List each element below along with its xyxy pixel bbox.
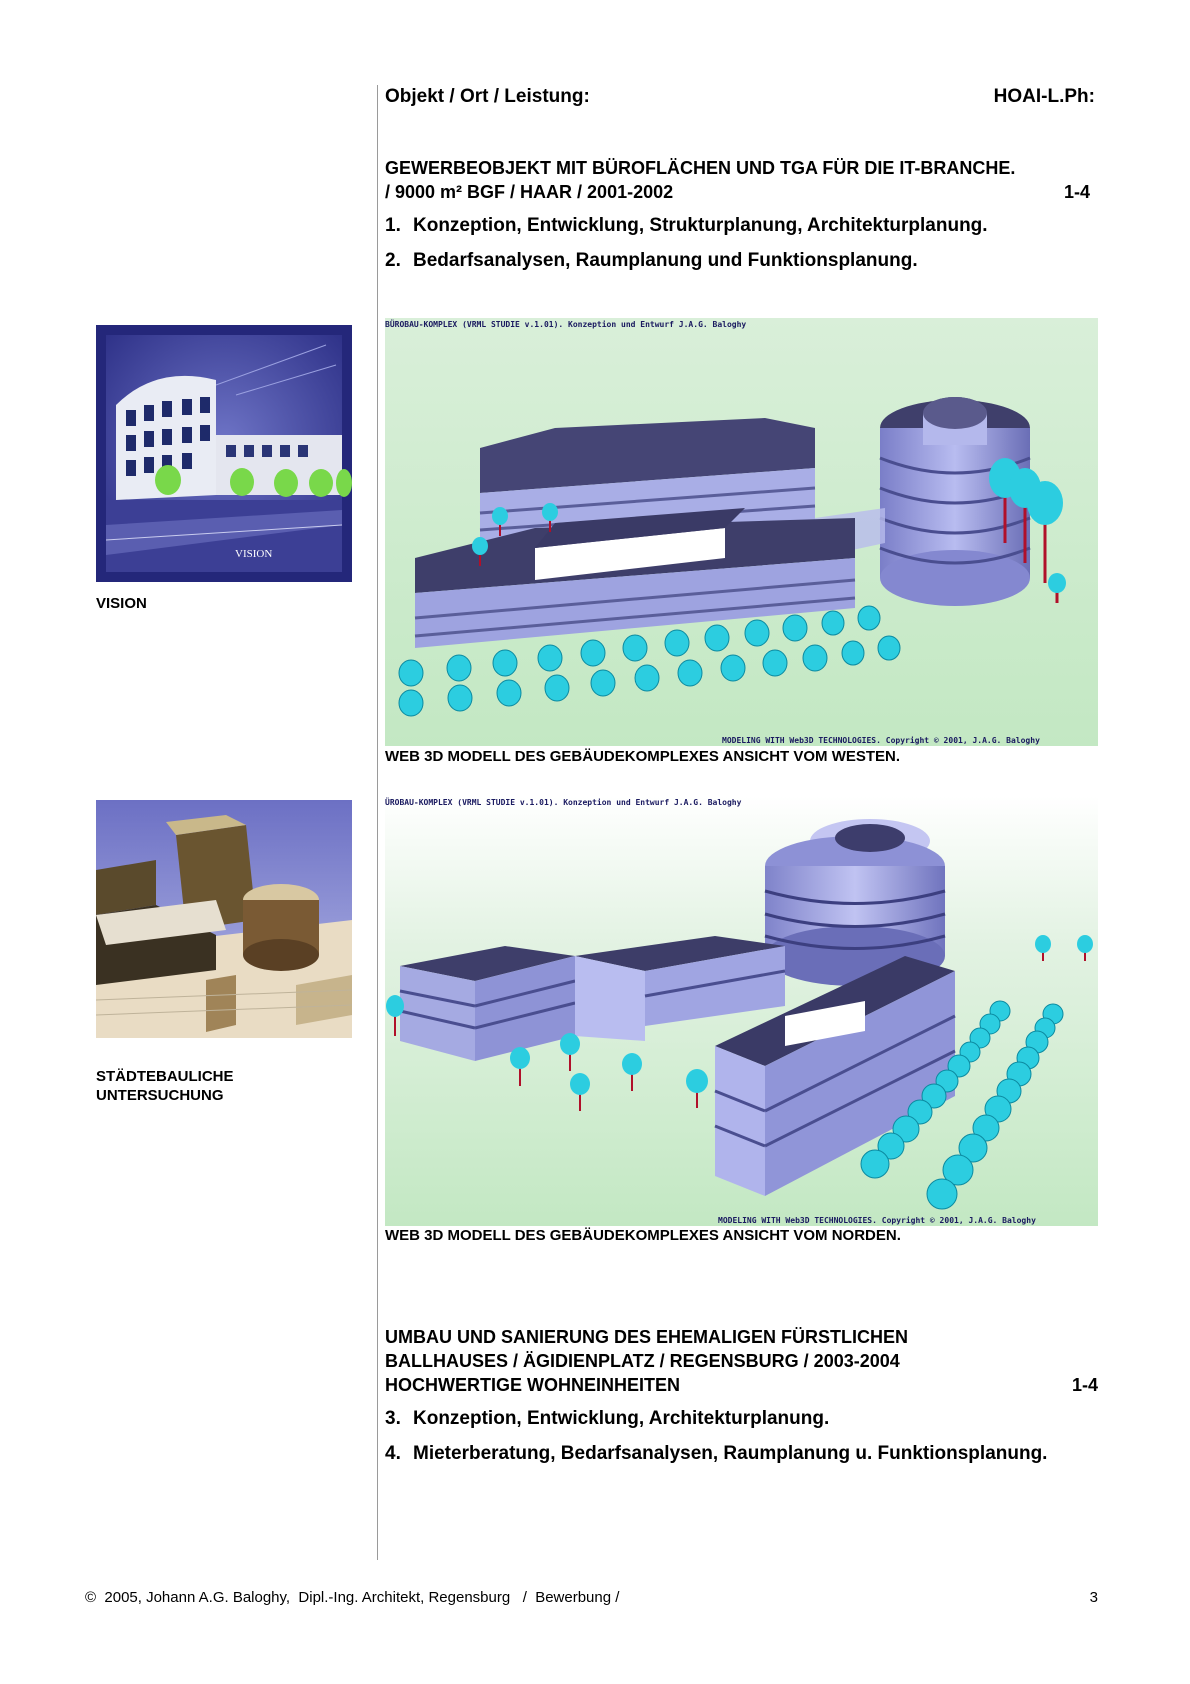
header-right-label: HOAI-L.Ph: [993, 86, 1095, 107]
render-west-bottom-text: MODELING WITH Web3D TECHNOLOGIES. Copyright © 2001, J.A.G. Baloghy [722, 736, 1040, 745]
header-left-label: Objekt / Ort / Leistung: [385, 86, 590, 107]
web3d-render-north [385, 796, 1098, 1226]
item-text: Konzeption, Entwicklung, Architekturplanung. [413, 1408, 830, 1429]
urban-study-caption-line2: UNTERSUCHUNG [96, 1087, 224, 1104]
project1-item-1 [385, 215, 988, 237]
project1-item-2 [385, 250, 918, 272]
project1-title-line2: / 9000 m² BGF / HAAR / 2001-2002 [385, 182, 674, 202]
project1-title-line1: GEWERBEOBJEKT MIT BÜROFLÄCHEN UND TGA FÜR DIE IT-BRANCHE. [385, 158, 1016, 178]
project2-title-line2: BALLHAUSES / ÄGIDIENPLATZ / REGENSBURG / 2003-2004 [385, 1351, 900, 1371]
render-north-caption: WEB 3D MODELL DES GEBÄUDEKOMPLEXES ANSICHT VOM NORDEN. [385, 1227, 901, 1244]
item-number: 1. [385, 215, 401, 236]
item-number: 4. [385, 1443, 401, 1464]
footer-text: © 2005, Johann A.G. Baloghy, Dipl.-Ing. Architekt, Regensburg / Bewerbung / [85, 1589, 620, 1606]
item-number: 3. [385, 1408, 401, 1429]
item-text: Mieterberatung, Bedarfsanalysen, Raumplanung u. Funktionsplanung. [413, 1443, 1048, 1464]
project2-title-line3: HOCHWERTIGE WOHNEINHEITEN [385, 1375, 680, 1395]
urban-study-caption [96, 1067, 234, 1105]
render-north-bottom-text: MODELING WITH Web3D TECHNOLOGIES. Copyright © 2001, J.A.G. Baloghy [718, 1216, 1036, 1225]
project2-item-4 [385, 1443, 1047, 1465]
item-text: Konzeption, Entwicklung, Strukturplanung, Architekturplanung. [413, 215, 988, 236]
project1-title [385, 156, 1090, 204]
vision-caption: VISION [96, 595, 147, 612]
project2-title-line1: UMBAU UND SANIERUNG DES EHEMALIGEN FÜRSTLICHEN [385, 1327, 909, 1347]
web3d-render-west [385, 318, 1098, 746]
item-number: 2. [385, 250, 401, 271]
vision-image [96, 325, 352, 582]
project2-title [385, 1325, 1098, 1397]
urban-study-image [96, 800, 352, 1038]
render-west-top-text: BÜROBAU-KOMPLEX (VRML STUDIE v.1.01). Konzeption und Entwurf J.A.G. Baloghy [385, 320, 747, 329]
urban-study-caption-line1: STÄDTEBAULICHE [96, 1068, 234, 1085]
vision-overlay-text: VISION [235, 548, 273, 560]
render-west-caption: WEB 3D MODELL DES GEBÄUDEKOMPLEXES ANSICHT VOM WESTEN. [385, 748, 901, 765]
project1-phase: 1-4 [1063, 182, 1090, 202]
render-north-top-text: ÜROBAU-KOMPLEX (VRML STUDIE v.1.01). Konzeption und Entwurf J.A.G. Baloghy [385, 798, 742, 807]
item-text: Bedarfsanalysen, Raumplanung und Funktionsplanung. [413, 250, 918, 271]
column-divider [377, 85, 378, 1560]
project2-phase: 1-4 [1071, 1375, 1098, 1395]
page-number: 3 [1089, 1589, 1098, 1606]
project2-item-3 [385, 1408, 829, 1430]
